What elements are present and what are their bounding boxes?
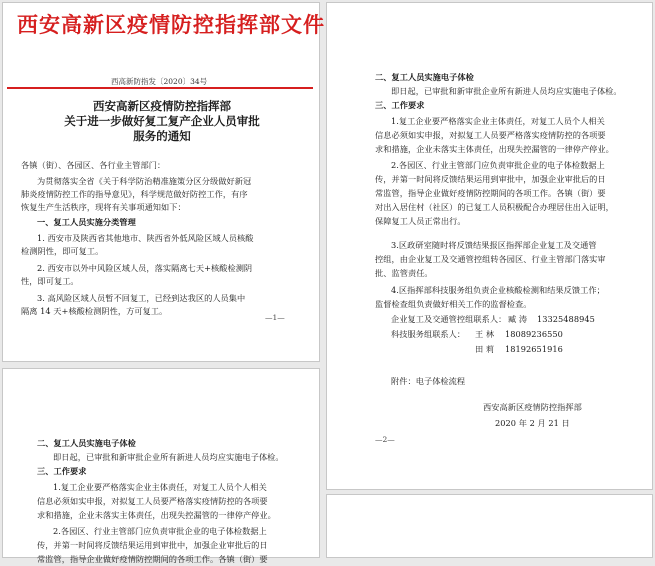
- section-text: 即日起，已审批和新审批企业所有新进人员均应实施电子体检。: [53, 452, 284, 462]
- requirement-line: 3.区政研室随时将反馈结果报区指挥部企业复工及交通管: [391, 240, 597, 250]
- requirement-line: 1.复工企业要严格落实企业主体责任，对复工人员个人相关: [391, 116, 605, 126]
- section-heading: 二、复工人员实施电子体检: [37, 438, 136, 448]
- section-heading: 一、复工人员实施分类管理: [37, 217, 136, 227]
- signature-org: 西安高新区疫情防控指挥部: [483, 402, 582, 412]
- document-page-2: [326, 2, 653, 490]
- contact-phone: 18192651916: [505, 344, 563, 354]
- requirement-line: 对出入居住村（社区）的已复工人员积极配合办理居住出入证明，: [375, 202, 614, 212]
- requirement-line: 控组，由企业复工及交通管控组转各园区、行业主管部门落实审: [375, 254, 606, 264]
- requirement-line: 监督检查组负责做好相关工作的监督检查。: [375, 299, 532, 309]
- requirement-line: 常监管，指导企业做好疫情防控期间的各项工作。各镇（街）要: [37, 554, 268, 564]
- requirement-line: 4.区指挥部科技服务组负责企业核酸检测和结果反馈工作；: [391, 285, 605, 295]
- contact-name: 臧 涛: [508, 314, 528, 324]
- requirement-line: 求和措施，企业未落实主体责任，出现失控漏管的一律停产停业。: [375, 144, 614, 154]
- item-line: 2. 西安市以外中风险区域人员，落实隔离七天+核酸检测阴: [37, 263, 253, 273]
- red-divider-line: [7, 87, 313, 89]
- signature-date: 2020 年 2 月 21 日: [495, 418, 570, 428]
- contact-phone: 18089236550: [505, 329, 563, 339]
- item-line: 隔离 14 天+核酸检测阴性，方可复工。: [21, 306, 168, 316]
- section-heading: 三、工作要求: [375, 100, 425, 110]
- requirement-line: 常监管，指导企业做好疫情防控期间的各项工作。各镇（街）要: [375, 188, 606, 198]
- requirement-line: 批、监管责任。: [375, 268, 433, 278]
- section-heading: 二、复工人员实施电子体检: [375, 72, 474, 82]
- contact-label: 科技服务组联系人：: [391, 329, 466, 339]
- requirement-line: 信息必须如实申报，对拟复工人员要严格落实疫情防控的各项要: [375, 130, 606, 140]
- item-line: 检测阴性，即可复工。: [21, 246, 104, 256]
- contact-name: 田 莉: [475, 344, 495, 354]
- document-number: 西高新防指发〔2020〕34号: [111, 77, 208, 86]
- page-number: —1—: [265, 313, 285, 322]
- requirement-line: 2.各园区、行业主管部门应负责审批企业的电子体检数据上: [391, 160, 605, 170]
- intro-line: 肺炎疫情防控工作的指导意见》，科学规范做好防控工作，有序: [21, 189, 248, 199]
- contact-phone: 13325488945: [537, 314, 595, 324]
- notice-title-line-3: 服务的通知: [133, 129, 191, 143]
- contact-label: 企业复工及交通管控组联系人：: [391, 314, 507, 324]
- document-page-4: [326, 494, 653, 558]
- notice-title-line-2: 关于进一步做好复工复产企业人员审批: [64, 114, 260, 128]
- requirement-line: 1.复工企业要严格落实企业主体责任，对复工人员个人相关: [53, 482, 267, 492]
- intro-line: 为贯彻落实全省《关于科学防治精准施策分区分级做好新冠: [37, 176, 252, 186]
- section-heading: 三、工作要求: [37, 466, 87, 476]
- page-number: —2—: [375, 435, 395, 444]
- document-page-3: [2, 368, 320, 564]
- requirement-line: 保障复工人员正常出行。: [375, 216, 466, 226]
- section-text: 即日起，已审批和新审批企业所有新进人员均应实施电子体检。: [391, 86, 622, 96]
- attachment-line: 附件：电子体检流程: [391, 376, 466, 386]
- contact-name: 王 林: [475, 329, 495, 339]
- requirement-line: 传，并第一时间将反馈结果运用到审批中，加强企业审批后的日: [375, 174, 606, 184]
- requirement-line: 求和措施，企业未落实主体责任，出现失控漏管的一律停产停业。: [37, 510, 276, 520]
- notice-title-line-1: 西安高新区疫情防控指挥部: [93, 99, 231, 113]
- document-page-1: [2, 2, 325, 362]
- item-line: 性，即可复工。: [21, 276, 79, 286]
- addressee: 各镇（街）、各园区、各行业主管部门：: [21, 160, 166, 170]
- item-line: 1. 西安市及陕西省其他地市、陕西省外低风险区域人员核酸: [37, 233, 254, 243]
- intro-line: 恢复生产生活秩序，现将有关事项通知如下：: [21, 202, 186, 212]
- requirement-line: 2.各园区、行业主管部门应负责审批企业的电子体检数据上: [53, 526, 267, 536]
- item-line: 3. 高风险区域人员暂不回复工，已经到达我区的人员集中: [37, 293, 246, 303]
- requirement-line: 传，并第一时间将反馈结果运用到审批中，加强企业审批后的日: [37, 540, 268, 550]
- requirement-line: 信息必须如实申报，对拟复工人员要严格落实疫情防控的各项要: [37, 496, 268, 506]
- red-header-title: 西安高新区疫情防控指挥部文件: [17, 12, 325, 37]
